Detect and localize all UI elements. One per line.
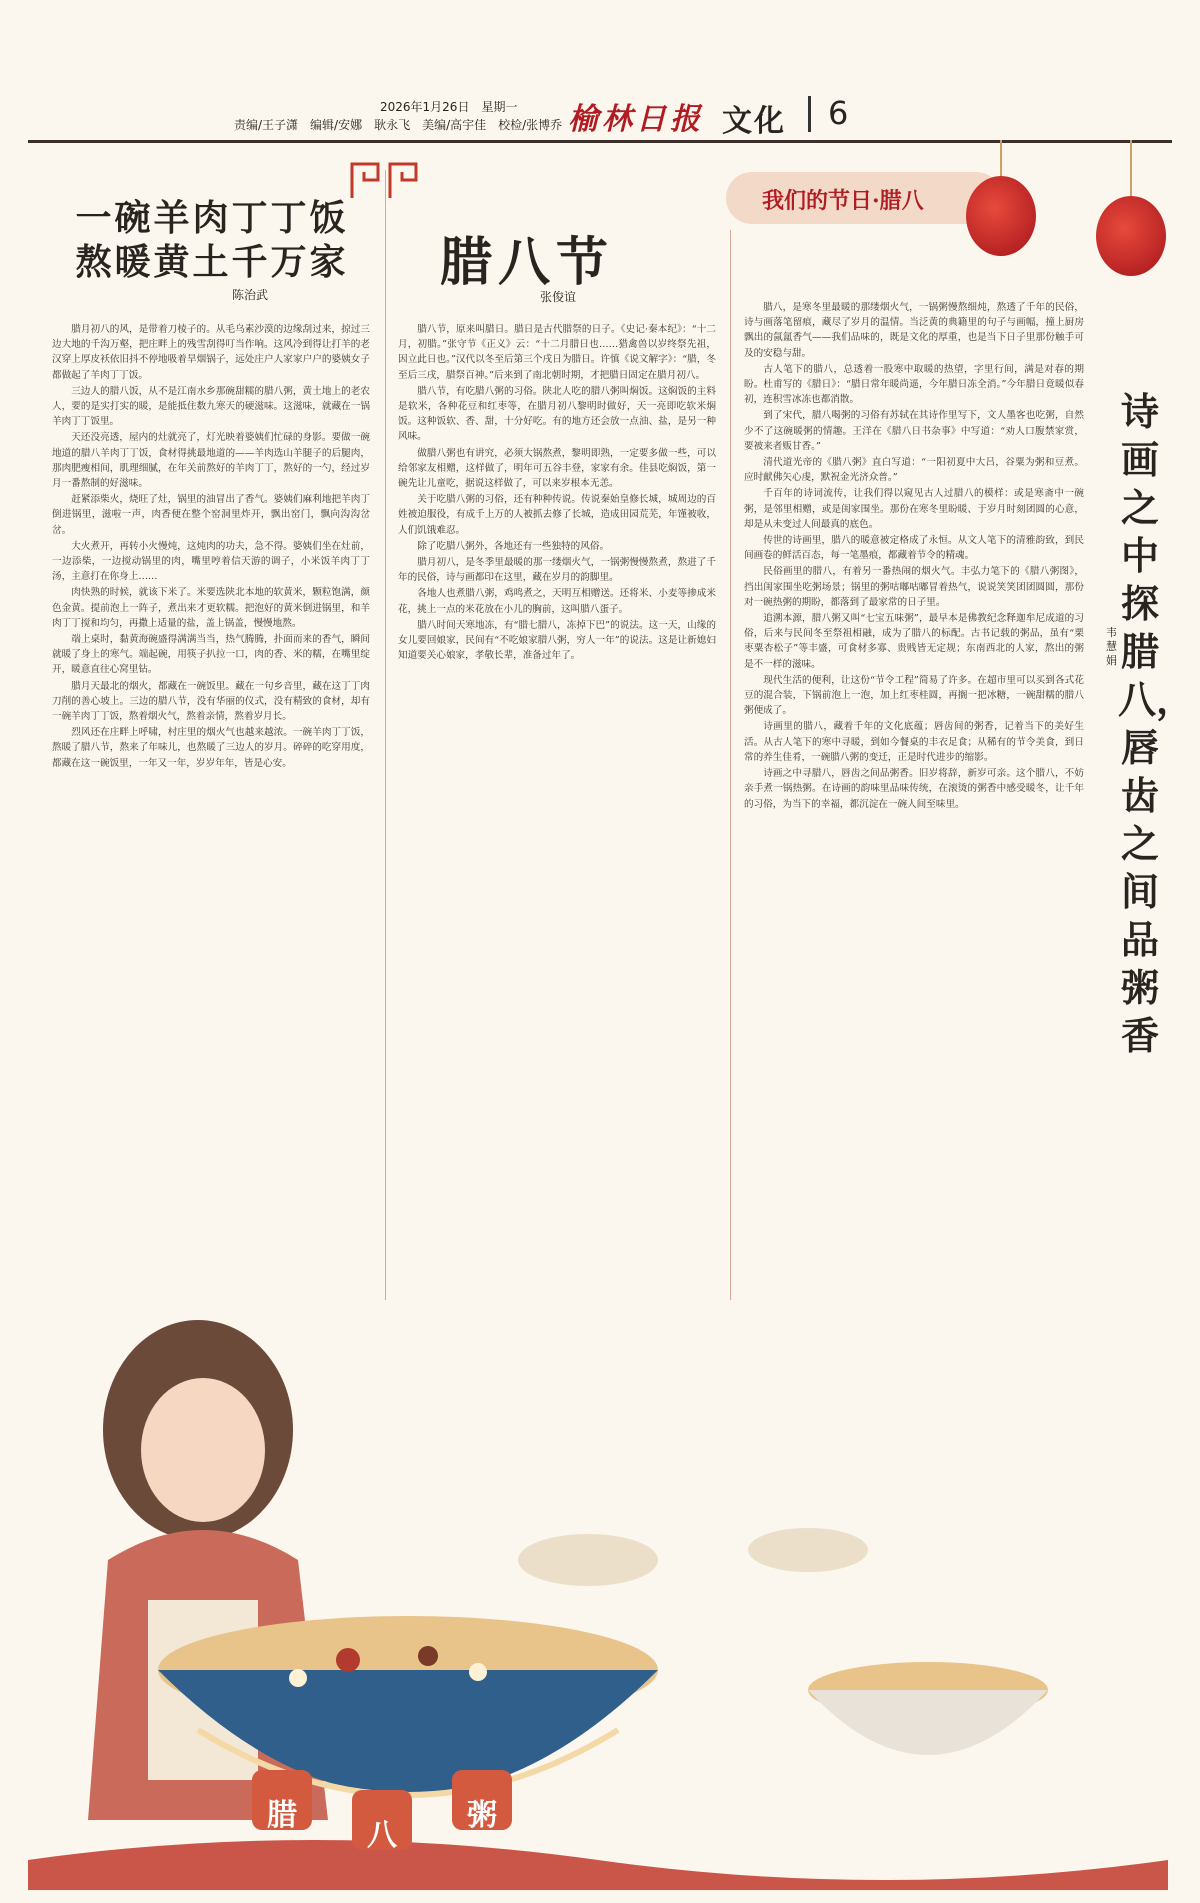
small-bowl-icon	[808, 1690, 1048, 1755]
page-header	[28, 68, 1172, 143]
paragraph: 做腊八粥也有讲究，必须大锅熬煮，黎明即熟，一定要多做一些，可以给邻家友相赠，这样做了，明年可五谷丰登，家家有余。佳县吃焖饭，第一碗先让儿童吃，据说这样做了，可以来岁根本无恙。	[398, 447, 716, 490]
paragraph: 赶紧添柴火，烧旺了灶，锅里的油冒出了香气。婆姨们麻利地把羊肉丁倒进锅里，滋啦一声，肉香便在整个窑洞里炸开，飘出窑门，飘向沟沟岔岔。	[52, 494, 370, 536]
lantern-icon	[966, 176, 1036, 256]
header-separator	[808, 96, 811, 132]
paragraph: 烈风还在庄畔上呼啸，村庄里的烟火气也越来越浓。一碗羊肉丁丁饭，熬暖了腊八节，熬来了年味儿，也熬暖了三边人的岁月。碎碎的吃穿用度，都藏在这一碗饭里，一年又一年，岁岁年年，皆是心安。	[52, 727, 370, 769]
nut-icon	[469, 1663, 487, 1681]
editor-credits: 责编/王子潇 编辑/安娜 耿永飞 美编/高宇佳 校检/张博乔	[234, 118, 563, 132]
paragraph: 肉快熟的时候，就该下米了。米要选陕北本地的软黄米，颗粒饱满，颜色金黄。提前泡上一阵子，煮出来才更软糯。把泡好的黄米倒进锅里，和羊肉丁丁搅和均匀，再撒上适量的盐，盖上锅盖，慢慢地熬。	[52, 587, 370, 629]
paragraph: 诗画里的腊八，藏着千年的文化底蕴；唇齿间的粥香，记着当下的美好生活。从古人笔下的寒中寻暖，到如今餐桌的丰衣足食；从稀有的节令美食，到日常的养生佳肴，一碗腊八粥的变迁，正是时代进步的缩影。	[744, 721, 1084, 763]
article1-title	[52, 196, 372, 284]
article3-body	[744, 300, 1084, 1330]
newspaper-masthead: 榆林日报	[568, 102, 704, 137]
article1-title-line2: 熬暖黄土千万家	[75, 241, 349, 283]
paragraph: 腊月初八的风，是带着刀棱子的。从毛乌素沙漠的边缘刮过来，掠过三边大地的千沟万壑，把庄畔上的残雪刮得叮当作响。这风冷到得让打羊的老汉穿上厚皮袄依旧抖不停地吸着旱烟锅子，远处庄户人家家户户的婆姨女子都做起了羊肉丁丁饭。	[52, 324, 370, 381]
article2-author: 张俊谊	[540, 290, 577, 304]
paragraph: 传世的诗画里，腊八的暖意被定格成了永恒。从文人笔下的清雅韵致，到民间画卷的鲜活百态，每一笔墨痕，都藏着节令的精魂。	[744, 535, 1084, 562]
paragraph: 除了吃腊八粥外，各地还有一些独特的风俗。	[417, 540, 610, 552]
paragraph: 千百年的诗词流传，让我们得以窥见古人过腊八的模样：或是寒斋中一碗粥，是邻里相赠，或是闺家围坐。那份在寒冬里盼暖、于岁月时刻团圆的心意，却是从未变过人间最真的底色。	[744, 488, 1084, 530]
bean-icon	[418, 1646, 438, 1666]
paragraph: 三边人的腊八饭，从不是江南水乡那碗甜糯的腊八粥，黄土地上的老农人，要的是实打实的暖，是能抵住数九寒天的硬滋味。这滋味，就藏在一锅羊肉丁丁饭里。	[52, 385, 370, 428]
bowl-label-char: 粥	[467, 1798, 497, 1833]
article1-title-line1: 一碗羊肉丁丁饭	[75, 197, 349, 239]
paragraph: 民俗画里的腊八，有着另一番热闹的烟火气。丰弘力笔下的《腊八粥图》，挡出闺家围坐吃粥场景；锅里的粥咕嘟咕嘟冒着热气，说说笑笑团团圆圆，那份对一碗热粥的期盼，都落到了最家常的日子里。	[744, 566, 1084, 608]
article3-author: 韦慧娟	[1106, 626, 1117, 667]
ground-wave	[28, 1840, 1168, 1890]
paragraph: 大火煮开，再转小火慢炖，这炖肉的功夫，急不得。婆姨们坐在灶前，一边添柴，一边搅动锅里的肉，嘴里哼着信天游的调子，小米饭羊肉丁丁汤，主意打在你身上……	[52, 540, 370, 583]
paragraph: 现代生活的便利，让这份“节令工程”简易了许多。在超市里可以买到各式花豆的混合装，下锅前泡上一泡，加上红枣桂圆，再搁一把冰糖，一碗甜糯的腊八粥便成了。	[744, 674, 1084, 717]
column-divider	[730, 230, 731, 1300]
page-number: 6	[828, 94, 849, 132]
festival-banner	[726, 172, 1002, 224]
paragraph: 关于吃腊八粥的习俗，还有种种传说。传说秦始皇修长城，城周边的百姓被迫服役，有成千上万的人被抓去修了长城，造成田园荒芜，年馑被收，人们饥饿难忍。	[398, 494, 716, 536]
bowl-label-char: 腊	[267, 1798, 297, 1833]
article2-body	[398, 322, 716, 1332]
column-divider	[385, 170, 386, 1300]
paragraph: 腊八节，原来叫腊日。腊日是古代腊祭的日子。《史记·秦本纪》：“十二月，初腊。”张守节《正义》云：“十二月腊日也……猎禽兽以岁终祭先祖，因立此日也。”汉代以冬至后第三个戌日为腊日。许慎《说文解字》：“腊，冬至后三戌，腊祭百神。”后来到了南北朝时期，才把腊日固定在腊月初八。	[398, 324, 716, 381]
paragraph: 各地人也煮腊八粥，鸡鸣煮之，天明互相赠送。还将米、小麦等掺成米花，挑上一点的米花放在小儿的胸前，这叫腊八蛋子。	[398, 588, 716, 615]
paragraph: 腊月天最北的烟火，都藏在一碗饭里。藏在一句乡音里，藏在这丁丁肉刀削的善心坡上。三边的腊八节，没有华丽的仪式，没有精致的食材，却有一碗羊肉丁丁饭，熬着烟火气，熬着亲情，熬着岁月长。	[52, 680, 370, 723]
article3-title: 诗画之中探腊八，唇齿之间品粥香	[1118, 389, 1195, 1058]
festival-banner-text: 我们的节日·腊八	[762, 188, 924, 214]
date-icon	[336, 1648, 360, 1672]
laba-porridge-illustration	[28, 1300, 1168, 1890]
cloud-icon	[518, 1534, 658, 1586]
lantern-cord	[1000, 140, 1002, 180]
cloud-icon	[748, 1528, 868, 1572]
bowl-label-char: 八	[367, 1818, 397, 1853]
paragraph: 天还没亮透，屋内的灶就亮了，灯光映着婆姨们忙碌的身影。要做一碗地道的腊八羊肉丁丁饭，食材得挑最地道的——羊肉选山羊腿子的后腿肉，那肉肥瘦相间，肌理细腻，在年关前熬好的羊肉丁丁，熬好的一勺，经过岁月一番熬制的好滋味。	[52, 432, 370, 490]
paragraph: 腊八，是寒冬里最暖的那缕烟火气，一锅粥慢熬细炖，熬透了千年的民俗，诗与画落笔留痕，藏尽了岁月的温情。当泛黄的典籍里的句子与画幅，撞上厨房飘出的氤氲香气——我们品味的，既是文化的厚重，也是当下日子里那份触手可及的安稳与甜。	[744, 302, 1084, 359]
nut-icon	[289, 1669, 307, 1687]
paragraph: 古人笔下的腊八，总透着一股寒中取暖的热望，字里行间，满是对春的期盼。杜甫写的《腊日》：“腊日常年暖尚遥，今年腊日冻全消。”今年腊日竟暖似春初，连积雪冰冻也都消散。	[744, 363, 1084, 406]
article1-author: 陈治武	[232, 288, 269, 302]
lantern-icon	[1096, 196, 1166, 276]
paragraph: 腊月初八，是冬季里最暖的那一缕烟火气，一锅粥慢慢熬煮，熬进了千年的民俗，诗与画都印在这里，藏在岁月的韵脚里。	[398, 557, 716, 584]
lantern-cord	[1130, 140, 1132, 200]
paragraph: 清代道光帝的《腊八粥》直白写道：“一阳初夏中大吕，谷粟为粥和豆煮。应时献佛矢心虔，默祝金光济众普。”	[744, 457, 1084, 484]
article1-body	[52, 322, 370, 1332]
paragraph: 腊八节，有吃腊八粥的习俗。陕北人吃的腊八粥叫焖饭。这焖饭的主料是软米，各种花豆和红枣等，在腊月初八黎明时做好，天一亮即吃软米焖饭。这种饭软、香、甜，十分好吃。有的地方还会放一点油、盐，是另一种风味。	[398, 385, 716, 443]
issue-date: 2026年1月26日 星期一	[380, 100, 518, 114]
paragraph: 腊八时间天寒地冻，有“腊七腊八，冻掉下巴”的说法。这一天，山缘的女儿要回娘家，民间有“不吃娘家腊八粥，穷人一年”的说法。这是让新媳妇知道要关心娘家，孝敬长辈，准备过年了。	[398, 619, 716, 662]
paragraph: 到了宋代，腊八喝粥的习俗有苏轼在其诗作里写下，文人墨客也吃粥，自然少不了这碗暖粥的情趣。王洋在《腊八日书杂事》中写道：“劝人口腹禁家赏，要被来者贩甘香。”	[744, 410, 1084, 452]
section-title: 文化	[722, 104, 786, 139]
woman-face	[141, 1378, 265, 1522]
paragraph: 追溯本源，腊八粥又叫“七宝五味粥”，最早本是佛教纪念释迦牟尼成道的习俗，后来与民间冬至祭祖相融，成为了腊八的标配。古书记载的粥品，虽有“栗枣粟杏松子”等丰盛，可食材多寡、贵贱皆无定规；东南西北的人家，熬出的粥是不一样的滋味。	[744, 613, 1084, 670]
article2-title: 腊八节	[440, 232, 615, 293]
paragraph: 诗画之中寻腊八，唇齿之间品粥香。旧岁将辞，新岁可亲。这个腊八，不妨亲手煮一锅热粥。在诗画的韵味里品味传统，在滚烫的粥香中感受暖冬，让千年的习俗，为当下的幸福，都沉淀在一碗人间至味里。	[744, 768, 1084, 810]
paragraph: 端上桌时，黏黄海碗盛得满满当当，热气腾腾，扑面而来的香气，瞬间就暖了身上的寒气。端起碗，用筷子扒拉一口，肉的香、米的糯，在嘴里绽开，暖意直往心窝里钻。	[52, 634, 370, 676]
